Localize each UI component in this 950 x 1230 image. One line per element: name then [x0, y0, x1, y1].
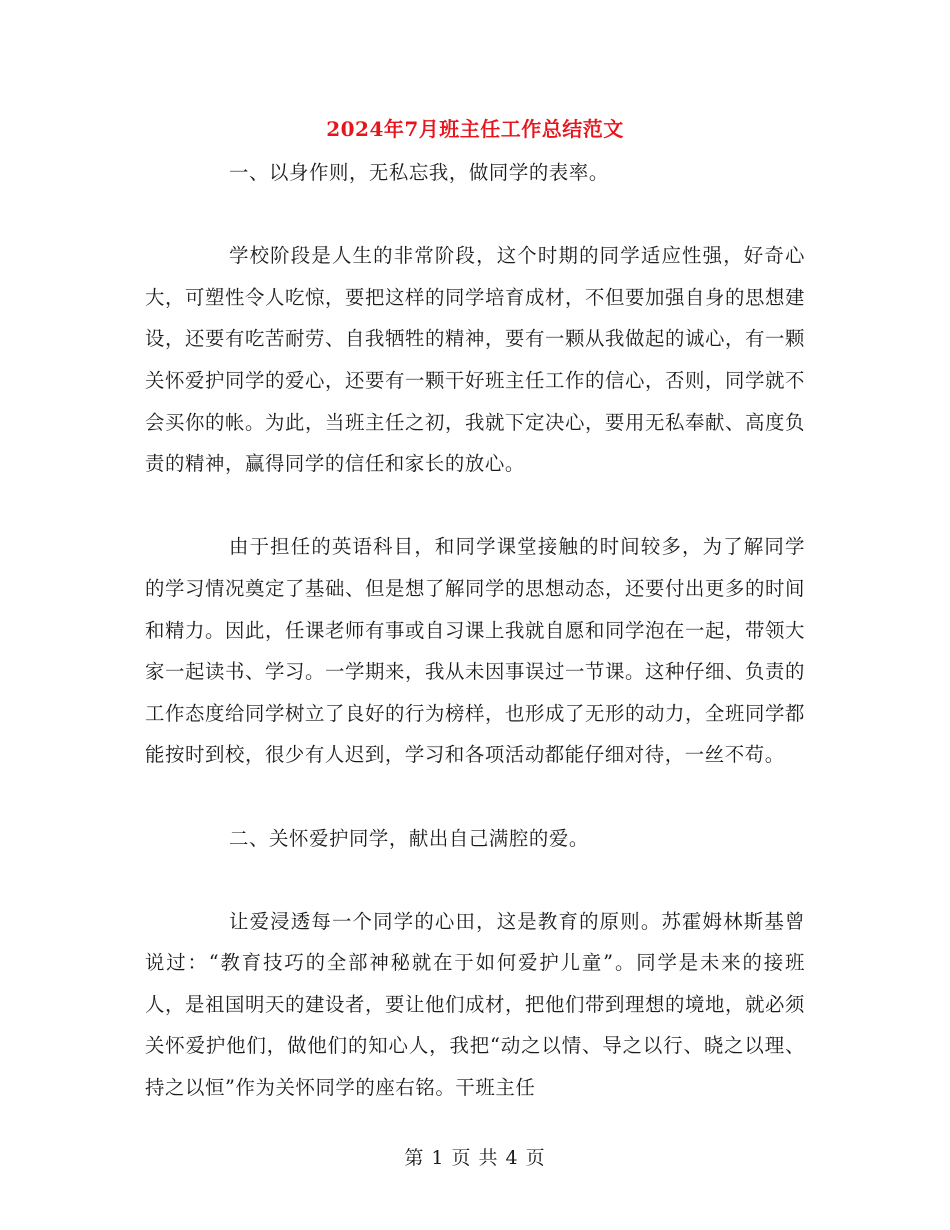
- section-heading-2: 二、关怀爱护同学，献出自己满腔的爱。: [229, 826, 589, 850]
- paragraph-2: 由于担任的英语科目，和同学课堂接触的时间较多，为了解同学的学习情况奠定了基础、但是想了解同学的思想动态，还要付出更多的时间和精力。因此，任课老师有事或自习课上我就自愿和同学泡在一起，带领大家一起读书、学习。一学期来，我从未因事误过一节课。这种仔细、负责的工作态度给同学树立了良好的行为榜样，也形成了无形的动力，全班同学都能按时到校，很少有人迟到，学习和各项活动都能仔细对待，一丝不苟。: [145, 535, 805, 767]
- page-number: 第 1 页 共 4 页: [404, 1147, 546, 1169]
- document-body: [145, 152, 805, 1109]
- section-heading-1: 一、以身作则，无私忘我，做同学的表率。: [229, 161, 609, 184]
- document-title: 2024年7月班主任工作总结范文: [326, 117, 624, 141]
- paragraph-1: 学校阶段是人生的非常阶段，这个时期的同学适应性强，好奇心大，可塑性令人吃惊，要把这样的同学培育成材，不但要加强自身的思想建设，还要有吃苦耐劳、自我牺牲的精神，要有一颗从我做起的诚心，有一颗关怀爱护同学的爱心，还要有一颗干好班主任工作的信心，否则，同学就不会买你的帐。为此，当班主任之初，我就下定决心，要用无私奉献、高度负责的精神，赢得同学的信任和家长的放心。: [145, 244, 805, 476]
- paragraph-3: 让爱浸透每一个同学的心田，这是教育的原则。苏霍姆林斯基曾说过：“教育技巧的全部神秘就在于如何爱护儿童”。同学是未来的接班人，是祖国明天的建设者，要让他们成材，把他们带到理想的境地，就必须关怀爱护他们，做他们的知心人，我把“动之以情、导之以行、晓之以理、持之以恒”作为关怀同学的座右铭。干班主任: [145, 909, 805, 1100]
